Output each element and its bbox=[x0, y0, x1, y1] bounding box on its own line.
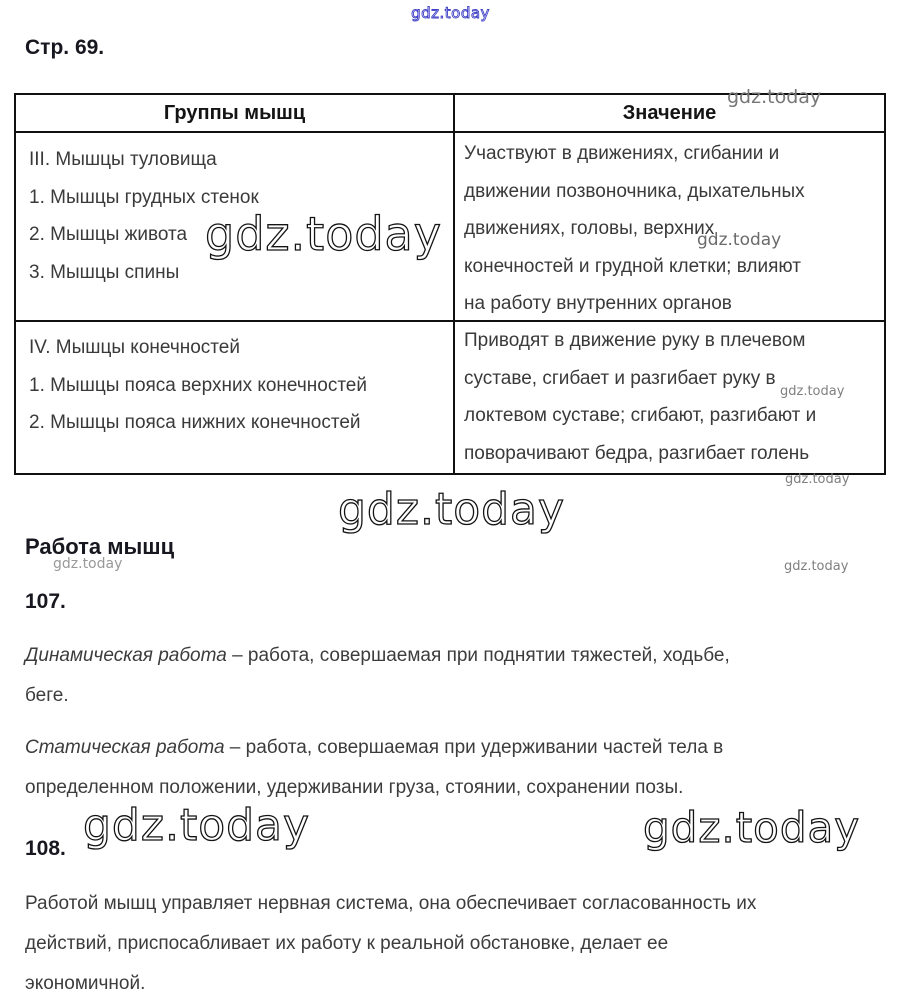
muscle-groups-table bbox=[14, 93, 886, 475]
paragraph-line: Работой мышц управляет нервная система, она обеспечивает согласованность их bbox=[25, 893, 757, 914]
watermark-row2-small: gdz.today bbox=[780, 384, 845, 399]
section-heading-muscle-work: Работа мышц bbox=[25, 534, 175, 559]
table-text-line: 2. Мышцы живота bbox=[29, 224, 188, 246]
table-text-line: поворачивают бедра, разгибает голень bbox=[464, 442, 810, 464]
paragraph-nervous-system bbox=[25, 884, 756, 1003]
table-text-line: Приводят в движение руку в плечевом bbox=[464, 330, 806, 351]
watermark-mid-right: gdz.today bbox=[784, 559, 849, 574]
table-header-meaning: Значение bbox=[455, 95, 884, 133]
watermark-header-right: gdz.today bbox=[727, 86, 822, 108]
definition-text: – работа, совершаемая при поднятии тяжестей, ходьбе, bbox=[226, 645, 730, 666]
definition-text: – работа, совершаемая при удерживании частей тела в bbox=[224, 737, 724, 758]
term-static-work: Статическая работа bbox=[25, 737, 225, 758]
task-number-107: 107. bbox=[25, 590, 66, 613]
table-text-line: 3. Мышцы спины bbox=[29, 261, 180, 283]
table-cell-row1-meaning bbox=[455, 133, 884, 322]
table-text-line: III. Мышцы туловища bbox=[29, 149, 217, 170]
page-title: Стр. 69. bbox=[25, 36, 105, 59]
paragraph-line: действий, приспосабливает их работу к реальной обстановке, делает ее bbox=[25, 933, 669, 954]
table-text-line: конечностей и грудной клетки; влияют bbox=[464, 255, 801, 277]
paragraph-line bbox=[25, 636, 730, 676]
paragraph-line: определенном положении, удерживании груза, стоянии, сохранении позы. bbox=[25, 777, 684, 798]
watermark-bottom-right-large: gdz.today bbox=[643, 803, 861, 852]
watermark-center-large: gdz.today bbox=[338, 484, 566, 535]
table-text-line: на работу внутренних органов bbox=[464, 293, 732, 315]
paragraph-static-work bbox=[25, 728, 723, 808]
table-text-line: 1. Мышцы грудных стенок bbox=[29, 186, 259, 208]
table-cell-row2-groups bbox=[16, 322, 455, 473]
watermark-below-table: gdz.today bbox=[785, 472, 850, 487]
table-text-line: движениях, головы, верхних bbox=[464, 218, 715, 240]
table-cell-row1-groups bbox=[16, 133, 455, 322]
table-cell-row2-meaning bbox=[455, 322, 884, 473]
table-text-line: Участвуют в движениях, сгибании и bbox=[464, 143, 780, 164]
paragraph-line: беге. bbox=[25, 685, 69, 706]
watermark-under-heading: gdz.today bbox=[53, 556, 123, 572]
table-text-line: 2. Мышцы пояса нижних конечностей bbox=[29, 412, 361, 434]
table-header-groups: Группы мышц bbox=[16, 95, 455, 133]
table-text-line: 1. Мышцы пояса верхних конечностей bbox=[29, 374, 367, 396]
table-text-line: движении позвоночника, дыхательных bbox=[464, 180, 805, 202]
paragraph-line: экономичной. bbox=[25, 973, 146, 994]
watermark-top-blue: gdz.today bbox=[411, 4, 490, 22]
watermark-row1-small: gdz.today bbox=[697, 230, 782, 250]
paragraph-line bbox=[25, 728, 723, 768]
table-text-line: IV. Мышцы конечностей bbox=[29, 337, 240, 358]
table-text-line: суставе, сгибает и разгибает руку в bbox=[464, 367, 776, 389]
term-dynamic-work: Динамическая работа bbox=[25, 645, 227, 666]
watermark-bottom-left-large: gdz.today bbox=[83, 800, 311, 851]
task-number-108: 108. bbox=[25, 837, 66, 860]
table-text-line: локтевом суставе; сгибают, разгибают и bbox=[464, 405, 817, 427]
paragraph-dynamic-work bbox=[25, 636, 730, 716]
